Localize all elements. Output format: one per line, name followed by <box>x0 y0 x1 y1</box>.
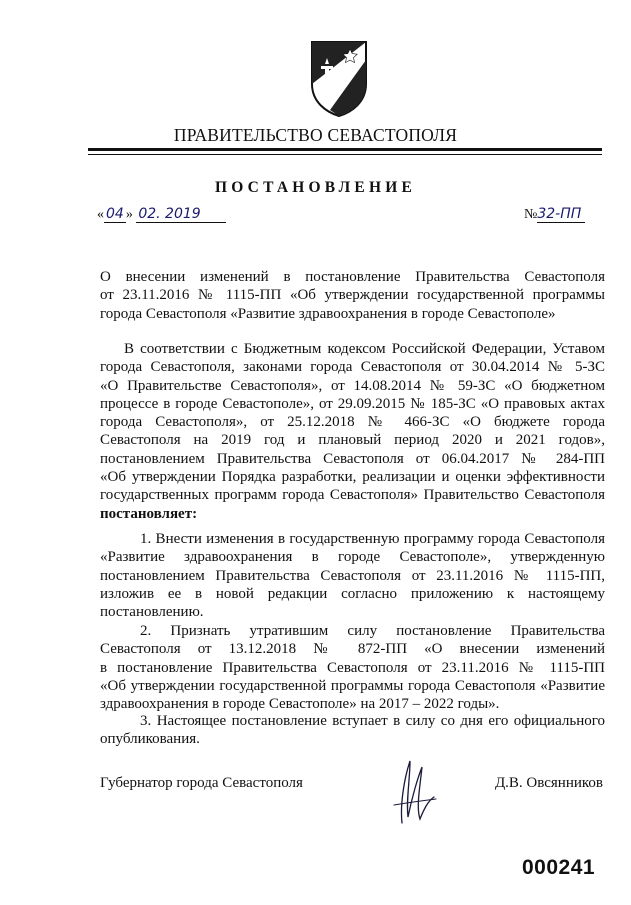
header-rule-thick <box>88 148 602 151</box>
item-1-line: постановлению. <box>100 604 204 621</box>
registration-number: 000241 <box>522 856 596 879</box>
item-2-block <box>100 622 605 713</box>
date-open-quote: « <box>97 207 104 222</box>
item-1-line: 1. Внести изменения в государственную программу города Севастополя <box>140 531 605 547</box>
date-close-quote: » <box>125 207 133 222</box>
preamble-block <box>100 340 605 523</box>
preamble-line: «Об утверждении Порядка разработки, реализации и оценки эффективности <box>100 469 605 486</box>
preamble-line: процессе в городе Севастополе», от 29.09.2015 № 185-ЗС «О правовых актах <box>100 395 605 412</box>
number-value: 32-ПП <box>537 206 585 223</box>
item-2-line: здравоохранения в городе Севастополе» на 2017 – 2022 годы». <box>100 696 500 713</box>
document-date <box>97 206 226 223</box>
subject-block <box>100 268 605 323</box>
item-2-line: Севастополя от 13.12.2018 № 872-ПП «О внесении изменений <box>100 641 605 658</box>
item-1-line: изложив ее в новой редакции согласно приложению к настоящему <box>100 585 605 602</box>
preamble-line: города Севастополя, законами города Севастополя от 30.04.2014 № 5-ЗС <box>100 359 605 376</box>
item-1-line: «Развитие здравоохранения в городе Севастополе», утвержденную <box>100 549 605 566</box>
item-1-line: постановлением Правительства Севастополя от 23.11.2016 № 1115-ПП, <box>100 567 605 584</box>
subject-line: города Севастополя «Развитие здравоохранения в городе Севастополе» <box>100 305 556 322</box>
item-3-block <box>100 712 605 749</box>
item-3-line: 3. Настоящее постановление вступает в силу со дня его официального <box>140 713 605 729</box>
document-number <box>524 206 585 223</box>
header-rule-thin <box>88 154 602 155</box>
signatory-position: Губернатор города Севастополя <box>100 775 303 791</box>
item-2-line: «Об утверждении государственной программы города Севастополя «Развитие <box>100 677 605 694</box>
signatory-name: Д.В. Овсянников <box>494 775 603 791</box>
preamble-line: Севастополя на 2019 год и плановый период 2020 и 2021 годов», <box>100 432 605 449</box>
item-3-line: опубликования. <box>100 731 200 748</box>
date-month-year: 02. 2019 <box>136 206 226 223</box>
decree-word: постановляет: <box>100 505 198 522</box>
subject-line: О внесении изменений в постановление Правительства Севастополя <box>100 269 605 285</box>
item-2-line: в постановление Правительства Севастополя от 23.11.2016 № 1115-ПП <box>100 659 605 676</box>
preamble-line: государственных программ города Севастополя» Правительство Севастополя <box>100 487 605 504</box>
item-1-block <box>100 530 605 621</box>
number-prefix: № <box>524 207 538 222</box>
date-day: 04 <box>106 206 124 222</box>
coat-of-arms-emblem <box>310 40 368 118</box>
item-2-line: 2. Признать утратившим силу постановление Правительства <box>140 623 605 639</box>
subject-line: от 23.11.2016 № 1115-ПП «Об утверждении государственной программы <box>100 287 605 304</box>
handwritten-signature <box>380 757 440 827</box>
preamble-line: В соответствии с Бюджетным кодексом Российской Федерации, Уставом <box>124 341 605 357</box>
document-type-heading: ПОСТАНОВЛЕНИЕ <box>214 179 417 196</box>
government-title: ПРАВИТЕЛЬСТВО СЕВАСТОПОЛЯ <box>173 125 458 145</box>
preamble-line: города Севастополя», от 25.12.2018 № 466-ЗС «О бюджете города <box>100 414 605 431</box>
preamble-line: «О Правительстве Севастополя», от 14.08.2014 № 59-ЗС «О бюджетном <box>100 377 605 394</box>
preamble-line: постановлением Правительства Севастополя от 06.04.2017 № 284-ПП <box>100 450 605 467</box>
